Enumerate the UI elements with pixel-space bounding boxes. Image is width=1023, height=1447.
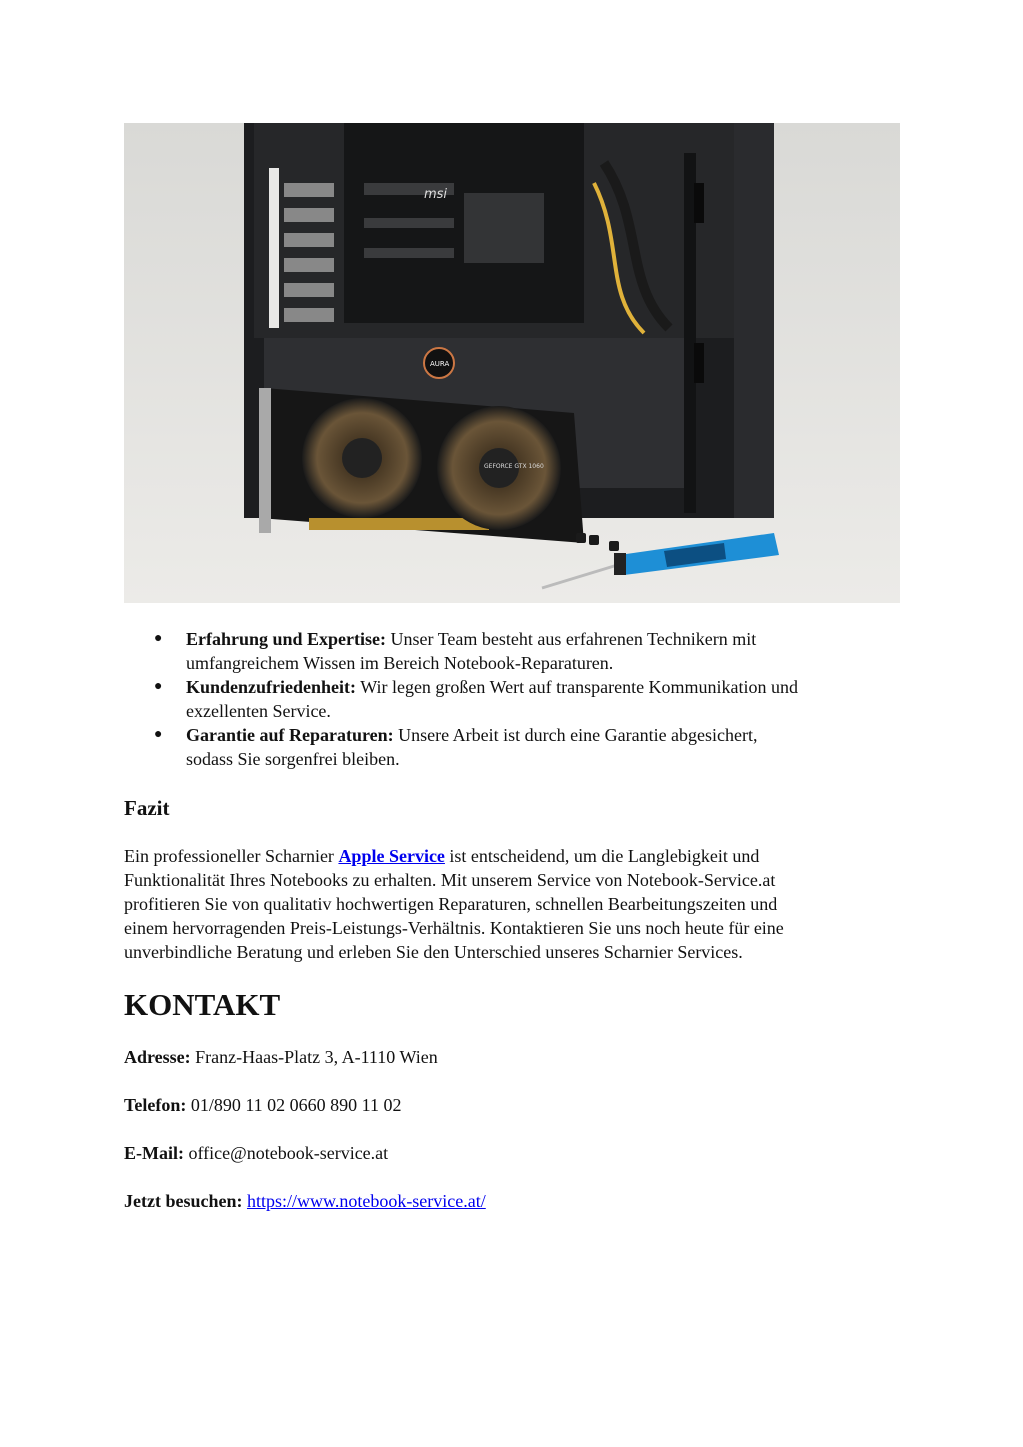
bullet-title: Kundenzufriedenheit: [186, 677, 357, 697]
bullet-text: Wir legen großen Wert auf transparente Kommunikation und [356, 677, 799, 697]
bullet-text: exzellenten Service. [186, 701, 331, 721]
pc-repair-illustration [124, 123, 900, 603]
email-line [124, 1141, 388, 1165]
bullet-icon: ● [154, 631, 163, 646]
bullet-text: umfangreichem Wissen im Bereich Notebook-Reparaturen. [186, 653, 614, 673]
email-value: office@notebook-service.at [184, 1143, 389, 1163]
bullet-title: Garantie auf Reparaturen: [186, 725, 394, 745]
phone-label: Telefon: [124, 1095, 187, 1115]
address-line [124, 1045, 438, 1069]
bullet-icon: ● [154, 679, 163, 694]
paragraph-text: einem hervorragenden Preis-Leistungs-Verhältnis. Kontaktieren Sie uns noch heute für eine [124, 918, 784, 938]
paragraph-text: profitieren Sie von qualitativ hochwertigen Reparaturen, schnellen Bearbeitungszeiten und [124, 894, 778, 914]
address-value: Franz-Haas-Platz 3, A-1110 Wien [190, 1047, 438, 1067]
address-label: Adresse: [124, 1047, 191, 1067]
apple-service-link[interactable]: Apple Service [338, 846, 445, 866]
fazit-heading: Fazit [124, 796, 170, 820]
list-item [124, 627, 914, 675]
kontakt-heading: KONTAKT [124, 987, 281, 1022]
fazit-paragraph [124, 844, 899, 964]
hero-photo [124, 123, 900, 603]
bullet-text: sodass Sie sorgenfrei bleiben. [186, 749, 400, 769]
graphics-card [259, 388, 584, 543]
feature-list [124, 627, 914, 771]
paragraph-text: Ein professioneller Scharnier [124, 846, 339, 866]
bullet-text: Unsere Arbeit ist durch eine Garantie abgesichert, [393, 725, 758, 745]
msi-logo: msi [424, 187, 448, 202]
visit-label: Jetzt besuchen: [124, 1191, 243, 1211]
paragraph-text: Funktionalität Ihres Notebooks zu erhalten. Mit unserem Service von Notebook-Service.at [124, 870, 776, 890]
email-label: E-Mail: [124, 1143, 184, 1163]
aura-badge: AURA [430, 360, 450, 368]
visit-line [124, 1189, 486, 1213]
phone-value: 01/890 11 02 0660 890 11 02 [186, 1095, 402, 1115]
paragraph-text: ist entscheidend, um die Langlebigkeit und [444, 846, 760, 866]
phone-line [124, 1093, 402, 1117]
website-link[interactable]: https://www.notebook-service.at/ [246, 1191, 486, 1211]
bullet-icon: ● [154, 727, 163, 742]
list-item [124, 675, 914, 723]
bullet-title: Erfahrung und Expertise: [186, 629, 387, 649]
gpu-label: GEFORCE GTX 1060 [484, 463, 544, 470]
list-item [124, 723, 914, 771]
paragraph-text: unverbindliche Beratung und erleben Sie den Unterschied unseres Scharnier Services. [124, 942, 743, 962]
bullet-text: Unser Team besteht aus erfahrenen Technikern mit [386, 629, 757, 649]
